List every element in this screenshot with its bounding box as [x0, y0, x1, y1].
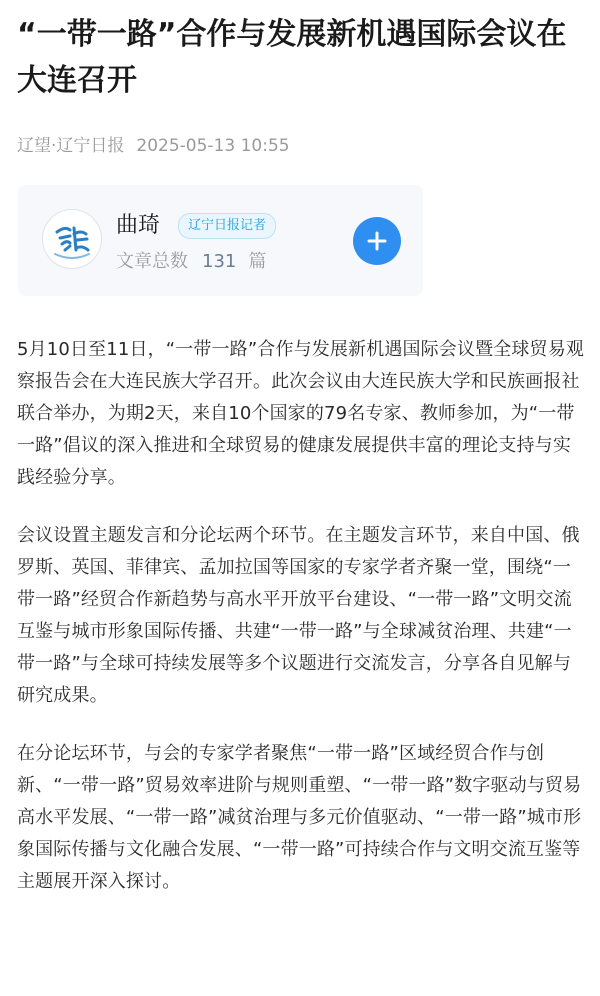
- author-avatar[interactable]: [42, 209, 102, 269]
- article-datetime: 2025-05-13 10:55: [136, 136, 290, 156]
- article-paragraph: 5月10日至11日，“一带一路”合作与发展新机遇国际会议暨全球贸易观察报告会在大连民族大学召开。此次会议由大连民族大学和民族画报社联合举办，为期2天，来自10个国家的79名专家、教师参加，为“一带一路”倡议的深入推进和全球贸易的健康发展提供丰富的理论支持与实践经验分享。: [17, 339, 585, 488]
- liaowang-logo-icon: [43, 210, 101, 268]
- author-role-badge: 辽宁日报记者: [178, 213, 276, 239]
- author-name[interactable]: 曲琦: [116, 213, 161, 238]
- article-body: [17, 334, 585, 924]
- author-stats: [116, 248, 266, 276]
- article-count: 131: [202, 251, 237, 272]
- article-source: 辽望·辽宁日报: [17, 136, 125, 156]
- plus-icon: [367, 231, 387, 251]
- follow-button[interactable]: [353, 217, 401, 265]
- article-count-unit: 篇: [248, 251, 267, 272]
- article-paragraph: 在分论坛环节，与会的专家学者聚焦“一带一路”区域经贸合作与创新、“一带一路”贸易效率进阶与规则重塑、“一带一路”数字驱动与贸易高水平发展、“一带一路”减贫治理与多元价值驱动、“一带一路”城市形象国际传播与文化融合发展、“一带一路”可持续合作与文明交流互鉴等主题展开深入探讨。: [17, 743, 582, 892]
- author-card[interactable]: [18, 185, 423, 296]
- article-paragraph: 会议设置主题发言和分论坛两个环节。在主题发言环节，来自中国、俄罗斯、英国、菲律宾、孟加拉国等国家的专家学者齐聚一堂，围绕“一带一路”经贸合作新趋势与高水平开放平台建设、“一带一路”文明交流互鉴与城市形象国际传播、共建“一带一路”与全球减贫治理、共建“一带一路”与全球可持续发展等多个议题进行交流发言，分享各自见解与研究成果。: [17, 525, 580, 706]
- article-meta: [17, 133, 290, 159]
- article-count-label: 文章总数: [116, 251, 188, 272]
- article-title: “一带一路”合作与发展新机遇国际会议在大连召开: [17, 17, 567, 98]
